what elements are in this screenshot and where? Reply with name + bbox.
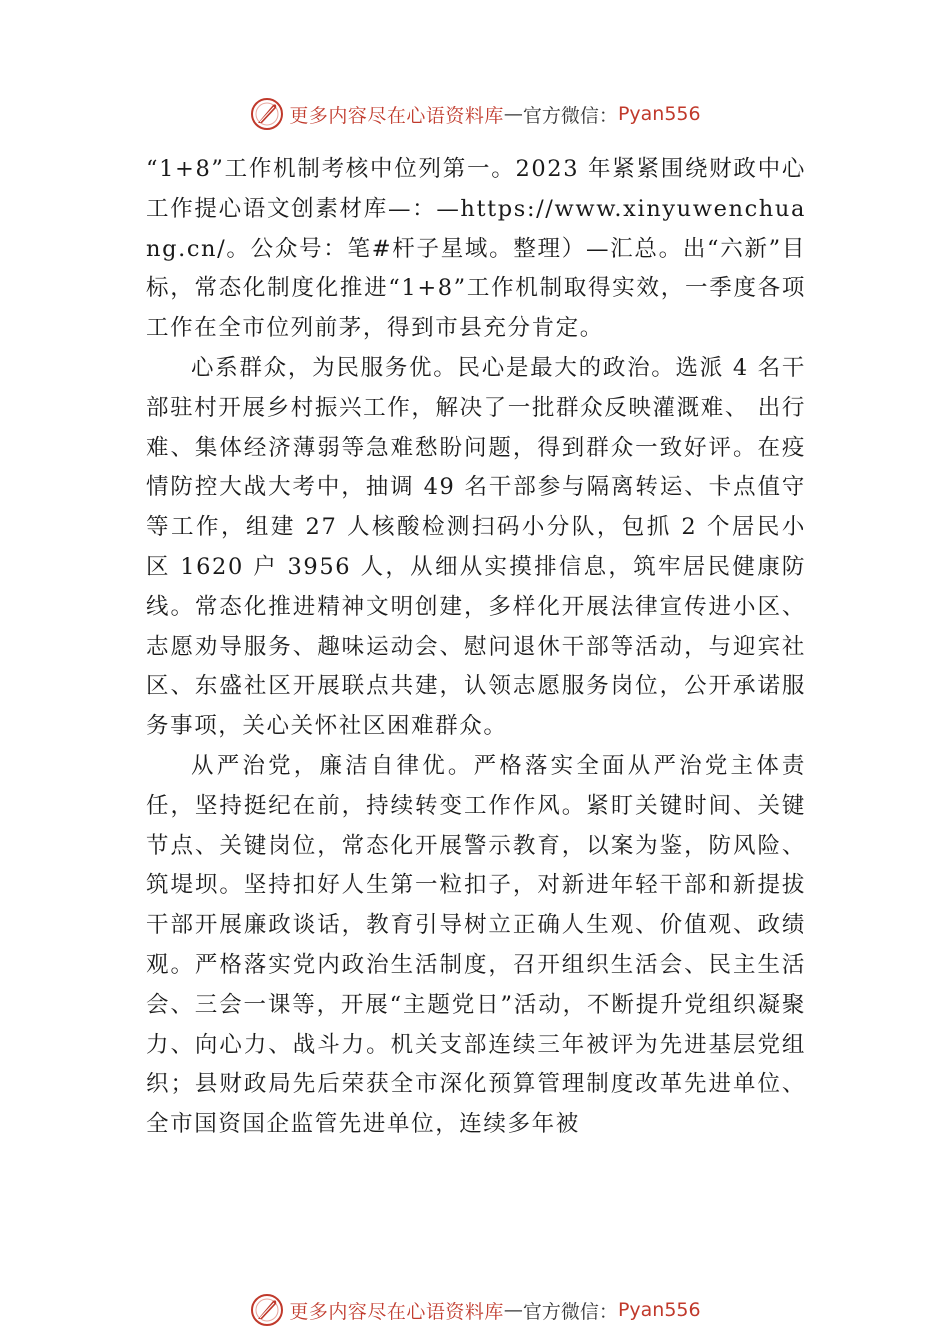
- watermark-separator: —: [503, 1299, 523, 1321]
- body-paragraph-2: 心系群众，为民服务优。民心是最大的政治。选派 4 名干部驻村开展乡村振兴工作，解决了一批群众反映灌溉难、 出行难、集体经济薄弱等急难愁盼问题，得到群众一致好评。在疫情防控大战大考中，抽调 49 名干部参与隔离转运、卡点值守等工作，组建 27 人核酸检测扫码小分队，包抓 2 个居民小区 1620 户 3956 人，从细从实摸排信息，筑牢居民健康防线。常态化推进精神文明创建，多样化开展法律宣传进小区、志愿劝导服务、趣味运动会、慰问退休干部等活动，与迎宾社区、东盛社区开展联点共建，认领志愿服务岗位，公开承诺服务事项，关心关怀社区困难群众。: [146, 354, 806, 740]
- watermark-wechat-label: 官方微信：: [522, 104, 618, 127]
- watermark-site-text: 更多内容尽在心语资料库: [289, 1300, 504, 1323]
- header-watermark: [0, 94, 950, 134]
- body-paragraph-1: “1+8”工作机制考核中位列第一。2023 年紧紧围绕财政中心工作提心语文创素材库—：—https://www.xinyuwenchuang.cn/。公众号：笔#杆子星域。整理）—汇总。出“六新”目标，常态化制度化推进“1+8”工作机制取得实效，一季度各项工作在全市位列前茅，得到市县充分肯定。: [146, 156, 806, 342]
- watermark-wechat-label: 官方微信：: [522, 1300, 618, 1323]
- watermark-wechat-handle: Pyan556: [617, 103, 701, 125]
- watermark-separator: —: [503, 103, 523, 125]
- watermark-wechat-handle: Pyan556: [617, 1299, 701, 1321]
- document-body: [146, 150, 806, 1145]
- body-paragraph-3: 从严治党，廉洁自律优。严格落实全面从严治党主体责任，坚持挺纪在前，持续转变工作作风。紧盯关键时间、关键节点、关键岗位，常态化开展警示教育，以案为鉴，防风险、筑堤坝。坚持扣好人生第一粒扣子，对新进年轻干部和新提拔干部开展廉政谈话，教育引导树立正确人生观、价值观、政绩观。严格落实党内政治生活制度，召开组织生活会、民主生活会、三会一课等，开展“主题党日”活动，不断提升党组织凝聚力、向心力、战斗力。机关支部连续三年被评为先进基层党组织；县财政局先后荣获全市深化预算管理制度改革先进单位、全市国资国企监管先进单位，连续多年被: [146, 752, 806, 1138]
- quill-seal-icon: [249, 96, 285, 132]
- quill-seal-icon: [249, 1292, 285, 1328]
- footer-watermark: [0, 1290, 950, 1330]
- watermark-site-text: 更多内容尽在心语资料库: [289, 104, 504, 127]
